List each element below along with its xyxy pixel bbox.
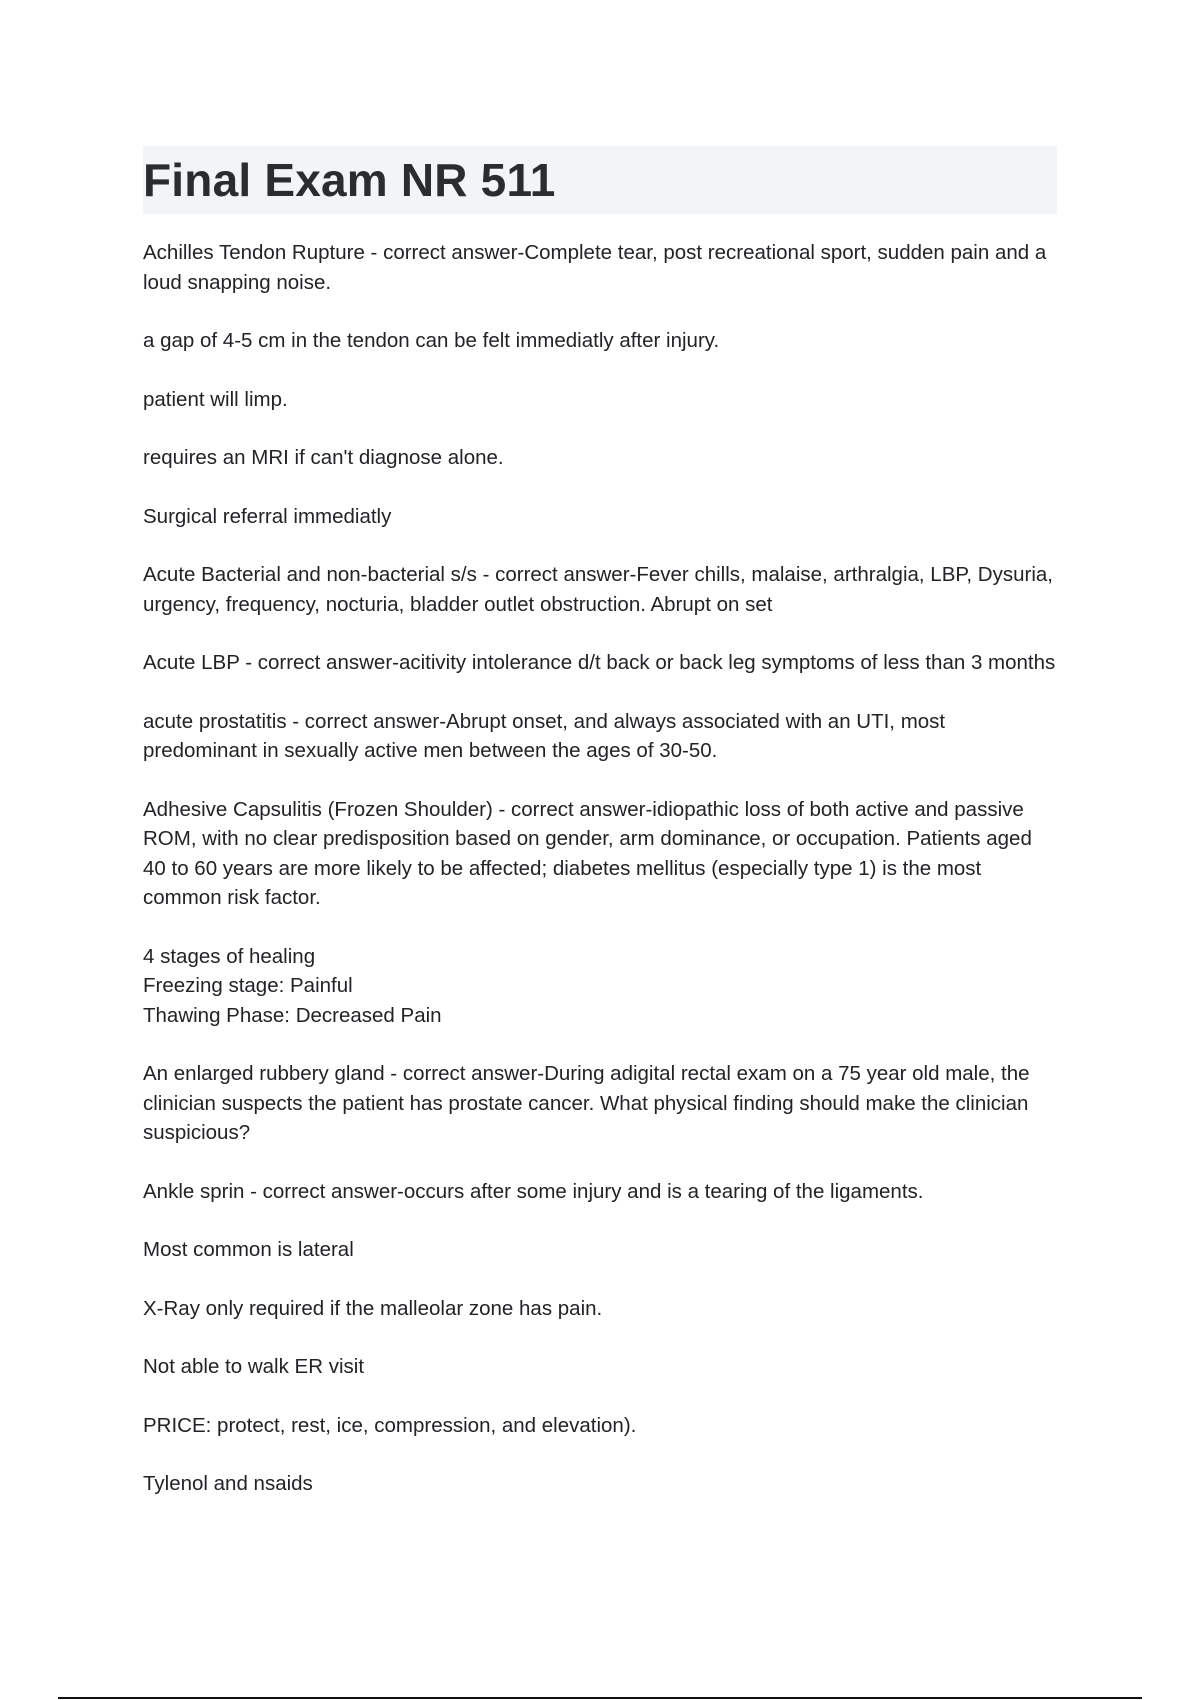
- title-bar: [143, 146, 1057, 214]
- paragraph: Adhesive Capsulitis (Frozen Shoulder) - correct answer-idiopathic loss of both active and passive ROM, with no clear predisposition based on gender, arm dominance, or occupation. Patients aged 40 to 60 years are more likely to be affected; diabetes mellitus (especially type 1) is the most common risk factor.: [143, 797, 1032, 909]
- paragraph: requires an MRI if can't diagnose alone.: [143, 446, 504, 469]
- document-body: [143, 238, 1057, 1499]
- paragraph: Surgical referral immediatly: [143, 504, 392, 528]
- footer-rule: [58, 1697, 1142, 1699]
- paragraph: acute prostatitis - correct answer-Abrupt onset, and always associated with an UTI, most predominant in sexually active men between the ages of 30-50.: [143, 709, 946, 762]
- paragraph: Acute Bacterial and non-bacterial s/s - correct answer-Fever chills, malaise, arthralgia, LBP, Dysuria, urgency, frequency, nocturia, bladder outlet obstruction. Abrupt on set: [143, 563, 1053, 616]
- paragraph: a gap of 4-5 cm in the tendon can be felt immediatly after injury.: [143, 329, 720, 352]
- paragraph: 4 stages of healing Freezing stage: Painful Thawing Phase: Decreased Pain: [143, 944, 442, 1027]
- paragraph: PRICE: protect, rest, ice, compression, and elevation).: [143, 1413, 637, 1437]
- document-title: Final Exam NR 511: [143, 154, 556, 206]
- document-page: [143, 146, 1057, 1528]
- paragraph: Tylenol and nsaids: [143, 1472, 313, 1495]
- paragraph: Acute LBP - correct answer-acitivity intolerance d/t back or back leg symptoms of less than 3 months: [143, 651, 1056, 674]
- paragraph: Ankle sprin - correct answer-occurs after some injury and is a tearing of the ligaments.: [143, 1179, 924, 1203]
- paragraph: An enlarged rubbery gland - correct answer-During adigital rectal exam on a 75 year old male, the clinician suspects the patient has prostate cancer. What physical finding should make the clinician suspicious?: [143, 1062, 1030, 1144]
- paragraph: X-Ray only required if the malleolar zone has pain.: [143, 1296, 603, 1320]
- paragraph: Most common is lateral: [143, 1238, 354, 1261]
- paragraph: patient will limp.: [143, 387, 288, 411]
- paragraph: Not able to walk ER visit: [143, 1355, 365, 1378]
- paragraph: Achilles Tendon Rupture - correct answer-Complete tear, post recreational sport, sudden pain and a loud snapping noise.: [143, 241, 1047, 294]
